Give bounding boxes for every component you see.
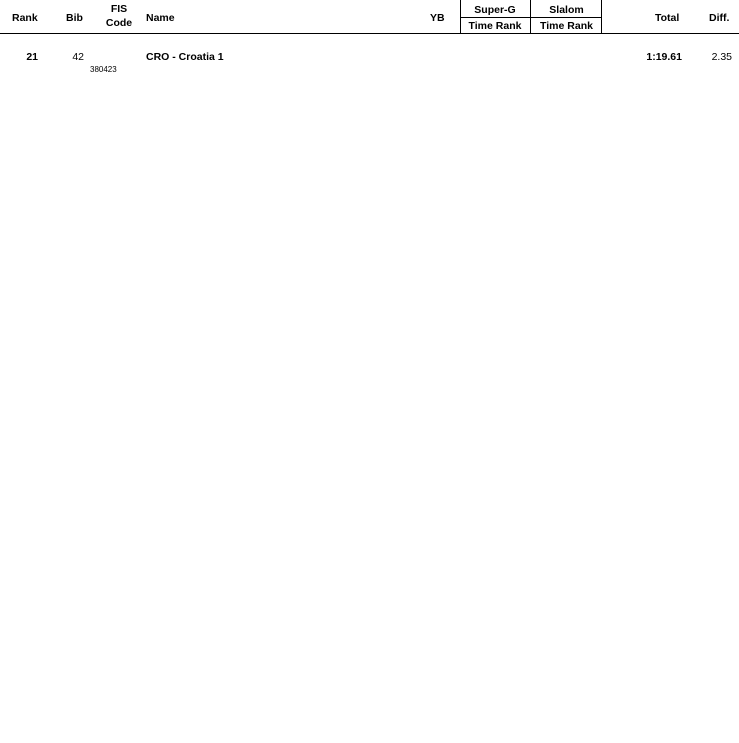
header-yb: YB [430,12,445,24]
team-name: CRO - Croatia 1 [146,51,224,63]
header-diff: Diff. [709,12,730,24]
header-slalom-time-rank: Time Rank [540,20,593,32]
header-divider [460,0,461,34]
header-fis-line2: Code [105,17,133,29]
header-divider [601,0,602,34]
header-divider [530,0,531,34]
athlete-fis-code: 380423 [90,65,117,74]
header-superg-time-rank: Time Rank [468,20,522,32]
team-rank: 21 [26,51,38,63]
header-total: Total [655,12,680,24]
team-diff: 2.35 [711,51,732,63]
team-total: 1:19.61 [646,51,682,63]
header-bottom-rule [0,33,739,34]
header-name: Name [146,12,175,24]
header-slalom: Slalom [549,4,584,16]
header-rank: Rank [12,12,38,24]
team-bib: 42 [72,51,84,63]
header-bib: Bib [66,12,83,24]
header-superg: Super-G [474,4,516,16]
header-fis-line1: FIS [110,3,128,15]
header-mid-rule [460,17,602,18]
